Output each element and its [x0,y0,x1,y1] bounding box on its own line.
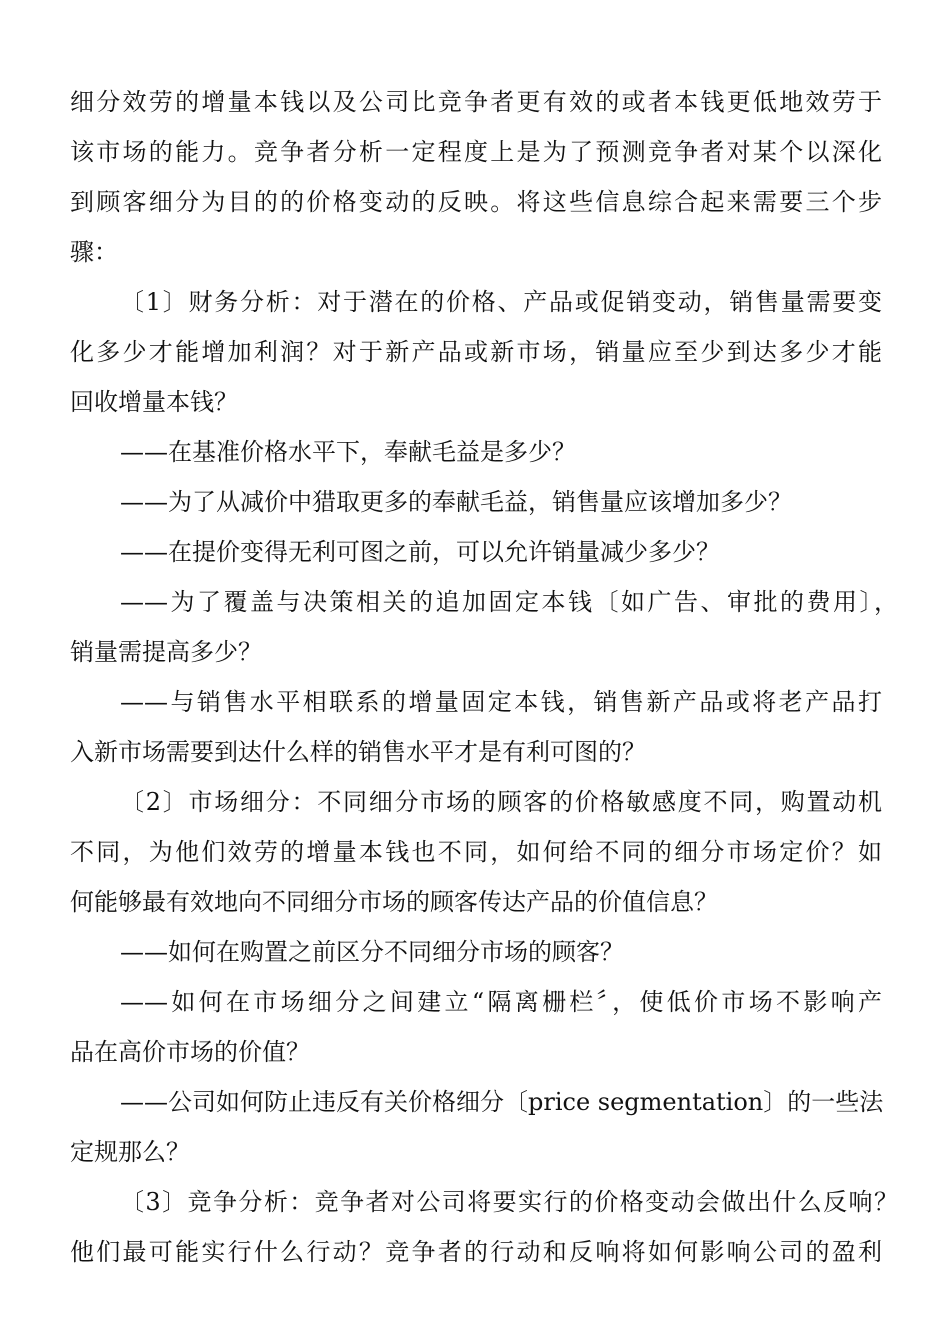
text-line: 该市场的能力。竞争者分析一定程度上是为了预测竞争者对某个以深化 [70,138,882,166]
text-line: ——为了从减价中猎取更多的奉献毛益，销售量应该增加多少？ [120,488,792,516]
text-line: 何能够最有效地向不同细分市场的顾客传达产品的价值信息？ [70,888,718,916]
text-line: 销量需提高多少？ [70,638,262,666]
text-line: 定规那么？ [70,1138,190,1166]
text-line: ——公司如何防止违反有关价格细分〔price segmentation〕的一些法 [120,1088,884,1116]
text-line: 〔2〕市场细分：不同细分市场的顾客的价格敏感度不同，购置动机 [120,788,882,816]
text-line: 回收增量本钱？ [70,388,238,416]
text-line: ——在提价变得无利可图之前，可以允许销量减少多少？ [120,538,720,566]
text-line: 到顾客细分为目的的价格变动的反映。将这些信息综合起来需要三个步 [70,188,882,216]
text-line: ——如何在市场细分之间建立“隔离栅栏〞，使低价市场不影响产 [120,988,882,1016]
text-line: ——如何在购置之前区分不同细分市场的顾客？ [120,938,624,966]
text-line: ——与销售水平相联系的增量固定本钱，销售新产品或将老产品打 [120,688,882,716]
text-line: 不同，为他们效劳的增量本钱也不同，如何给不同的细分市场定价？如 [70,838,882,866]
text-line: 品在高价市场的价值？ [70,1038,310,1066]
text-line: 化多少才能增加利润？对于新产品或新市场，销量应至少到达多少才能 [70,338,882,366]
text-line: 他们最可能实行什么行动？竞争者的行动和反响将如何影响公司的盈利 [70,1238,882,1266]
text-line: 细分效劳的增量本钱以及公司比竞争者更有效的或者本钱更低地效劳于 [70,88,882,116]
text-line: 骤： [70,238,118,266]
text-line: ——在基准价格水平下，奉献毛益是多少？ [120,438,576,466]
text-line: 入新市场需要到达什么样的销售水平才是有利可图的？ [70,738,646,766]
text-line: 〔1〕财务分析：对于潜在的价格、产品或促销变动，销售量需要变 [120,288,882,316]
text-line: 〔3〕竞争分析：竞争者对公司将要实行的价格变动会做出什么反响？ [120,1188,898,1216]
text-line: ——为了覆盖与决策相关的追加固定本钱〔如广告、审批的费用〕， [120,588,898,616]
